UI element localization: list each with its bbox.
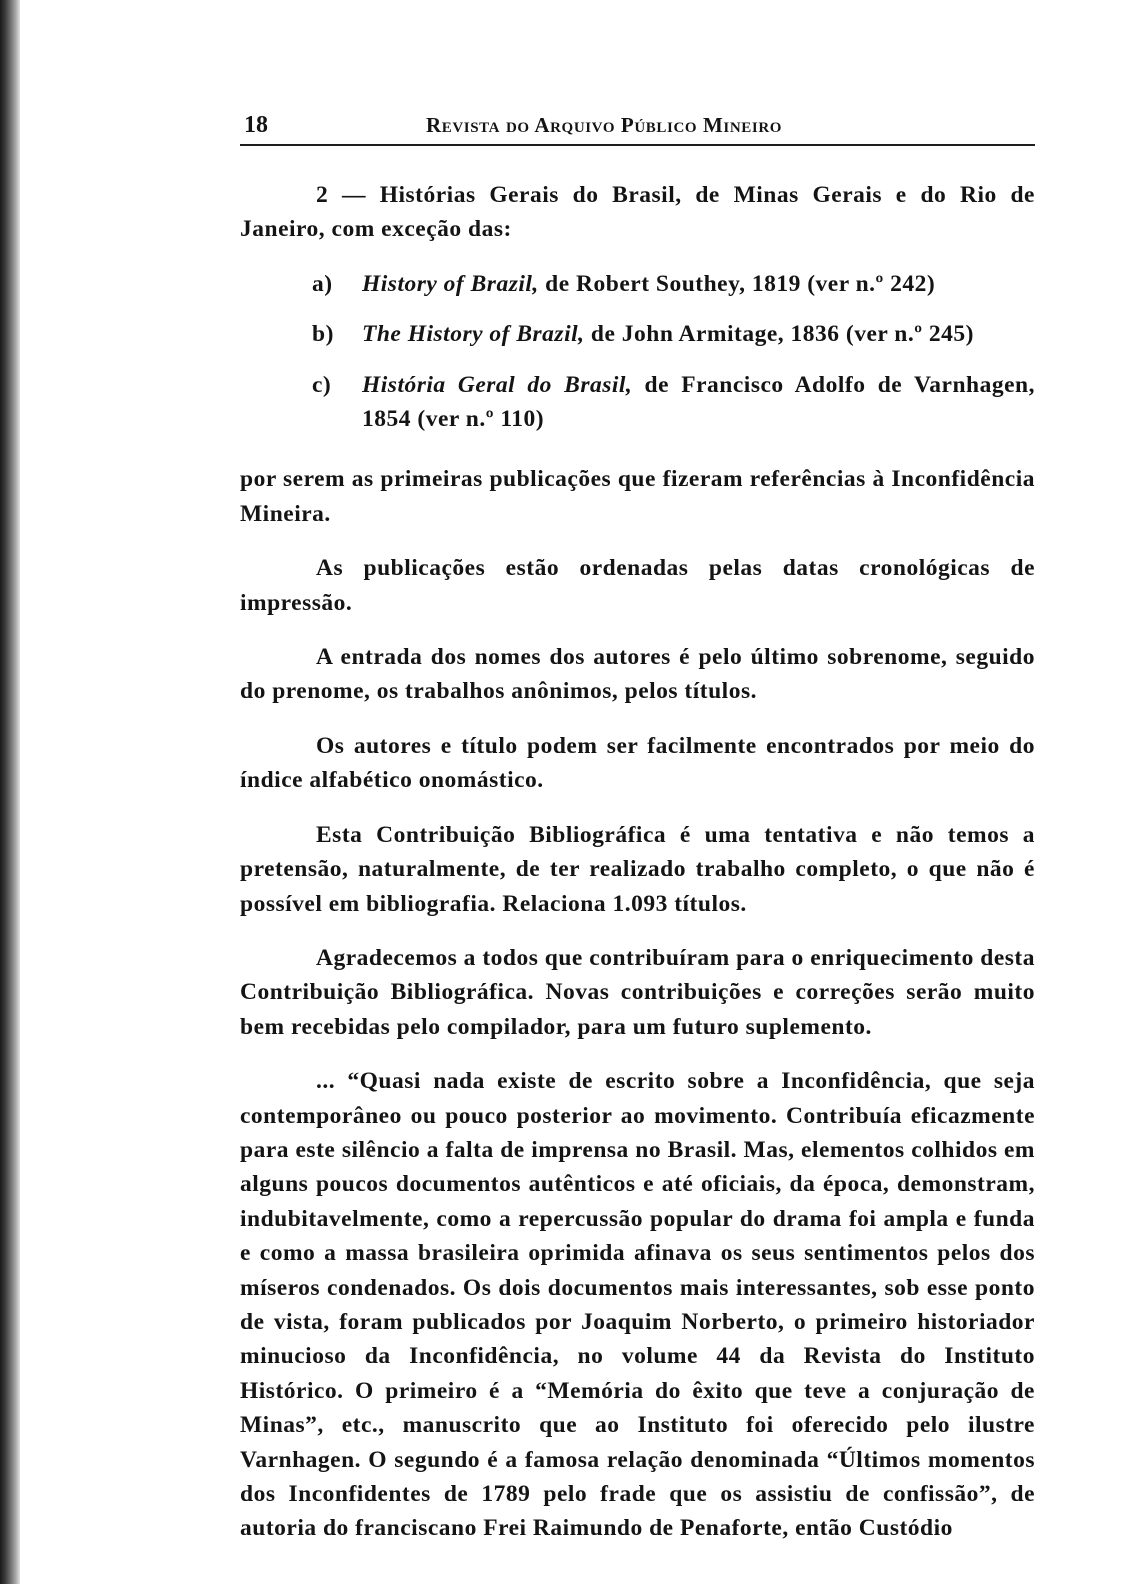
list-item-letter: a) xyxy=(312,270,333,297)
list-item-letter: b) xyxy=(312,321,334,348)
after-list-paragraph: por serem as primeiras publicações que fizeram referências à Inconfidência Mineira. xyxy=(240,466,1035,527)
book-title: History of Brazil, xyxy=(362,270,539,297)
book-binding-edge xyxy=(0,0,20,1584)
body-text xyxy=(240,178,1035,1566)
book-title: História Geral do Brasil, xyxy=(362,371,633,398)
list-item xyxy=(240,317,1035,351)
document-page xyxy=(240,100,1035,1542)
paragraph: Os autores e título podem ser facilmente encontrados por meio do índice alfabético onomástico. xyxy=(240,732,1035,794)
paragraph: Esta Contribuição Bibliográfica é uma tentativa e não temos a pretensão, naturalmente, de ter realizado trabalho completo, o que não é possível em bibliografia. Relaciona 1.093 títulos. xyxy=(240,821,1035,917)
paragraph: Agradecemos a todos que contribuíram para o enriquecimento desta Contribuição Bibliográfica. Novas contribuições e correções serão muito bem recebidas pelo compilador, para um futuro suplemento. xyxy=(240,944,1035,1040)
book-details: de John Armitage, 1836 (ver n.º 245) xyxy=(584,321,974,348)
list-item xyxy=(240,267,1035,301)
paragraph: A entrada dos nomes dos autores é pelo último sobrenome, seguido do prenome, os trabalhos anônimos, pelos títulos. xyxy=(240,644,1035,705)
running-title: Revista do Arquivo Público Mineiro xyxy=(426,113,783,137)
book-details: de Robert Southey, 1819 (ver n.º 242) xyxy=(538,270,936,297)
quote-paragraph: ... “Quasi nada existe de escrito sobre a Inconfidência, que seja contemporâneo ou pouco posterior ao movimento. Contribuía eficazmente para este silêncio a falta de imprensa no Brasil. Mas, elementos colhidos em alguns poucos documentos autênticos e até oficiais, da época, demonstram, indubitavelmente, como a repercussão popular do drama foi ampla e funda e como a massa brasileira oprimida afinava os seus sentimentos pelos dos míseros condenados. Os dois documentos mais interessantes, sob esse ponto de vista, foram publicados por Joaquim Norberto, o primeiro historiador minucioso da Inconfidência, no volume 44 da Revista do Instituto Histórico. O primeiro é a “Memória do êxito que teve a conjuração de Minas”, etc., manuscrito que ao Instituto foi oferecido pelo ilustre Varnhagen. O segundo é a famosa relação denominada “Últimos momentos dos Inconfidentes de 1789 pelo frade que os assistiu de confissão”, de autoria do franciscano Frei Raimundo de Penaforte, então Custódio xyxy=(240,1068,1035,1542)
intro-paragraph: 2 — Histórias Gerais do Brasil, de Minas Gerais e do Rio de Janeiro, com exceção das: xyxy=(240,182,1035,243)
paragraph: As publicações estão ordenadas pelas datas cronológicas de impressão. xyxy=(240,555,1035,616)
book-title: The History of Brazil, xyxy=(362,321,585,348)
page-number: 18 xyxy=(244,112,268,138)
page-header xyxy=(240,100,1035,146)
list-item-letter: c) xyxy=(312,371,332,398)
exceptions-list xyxy=(240,267,1035,437)
list-item xyxy=(240,368,1035,437)
book-details: de Francisco Adolfo de Varnhagen, 1854 (ver n.º 110) xyxy=(362,371,1035,433)
